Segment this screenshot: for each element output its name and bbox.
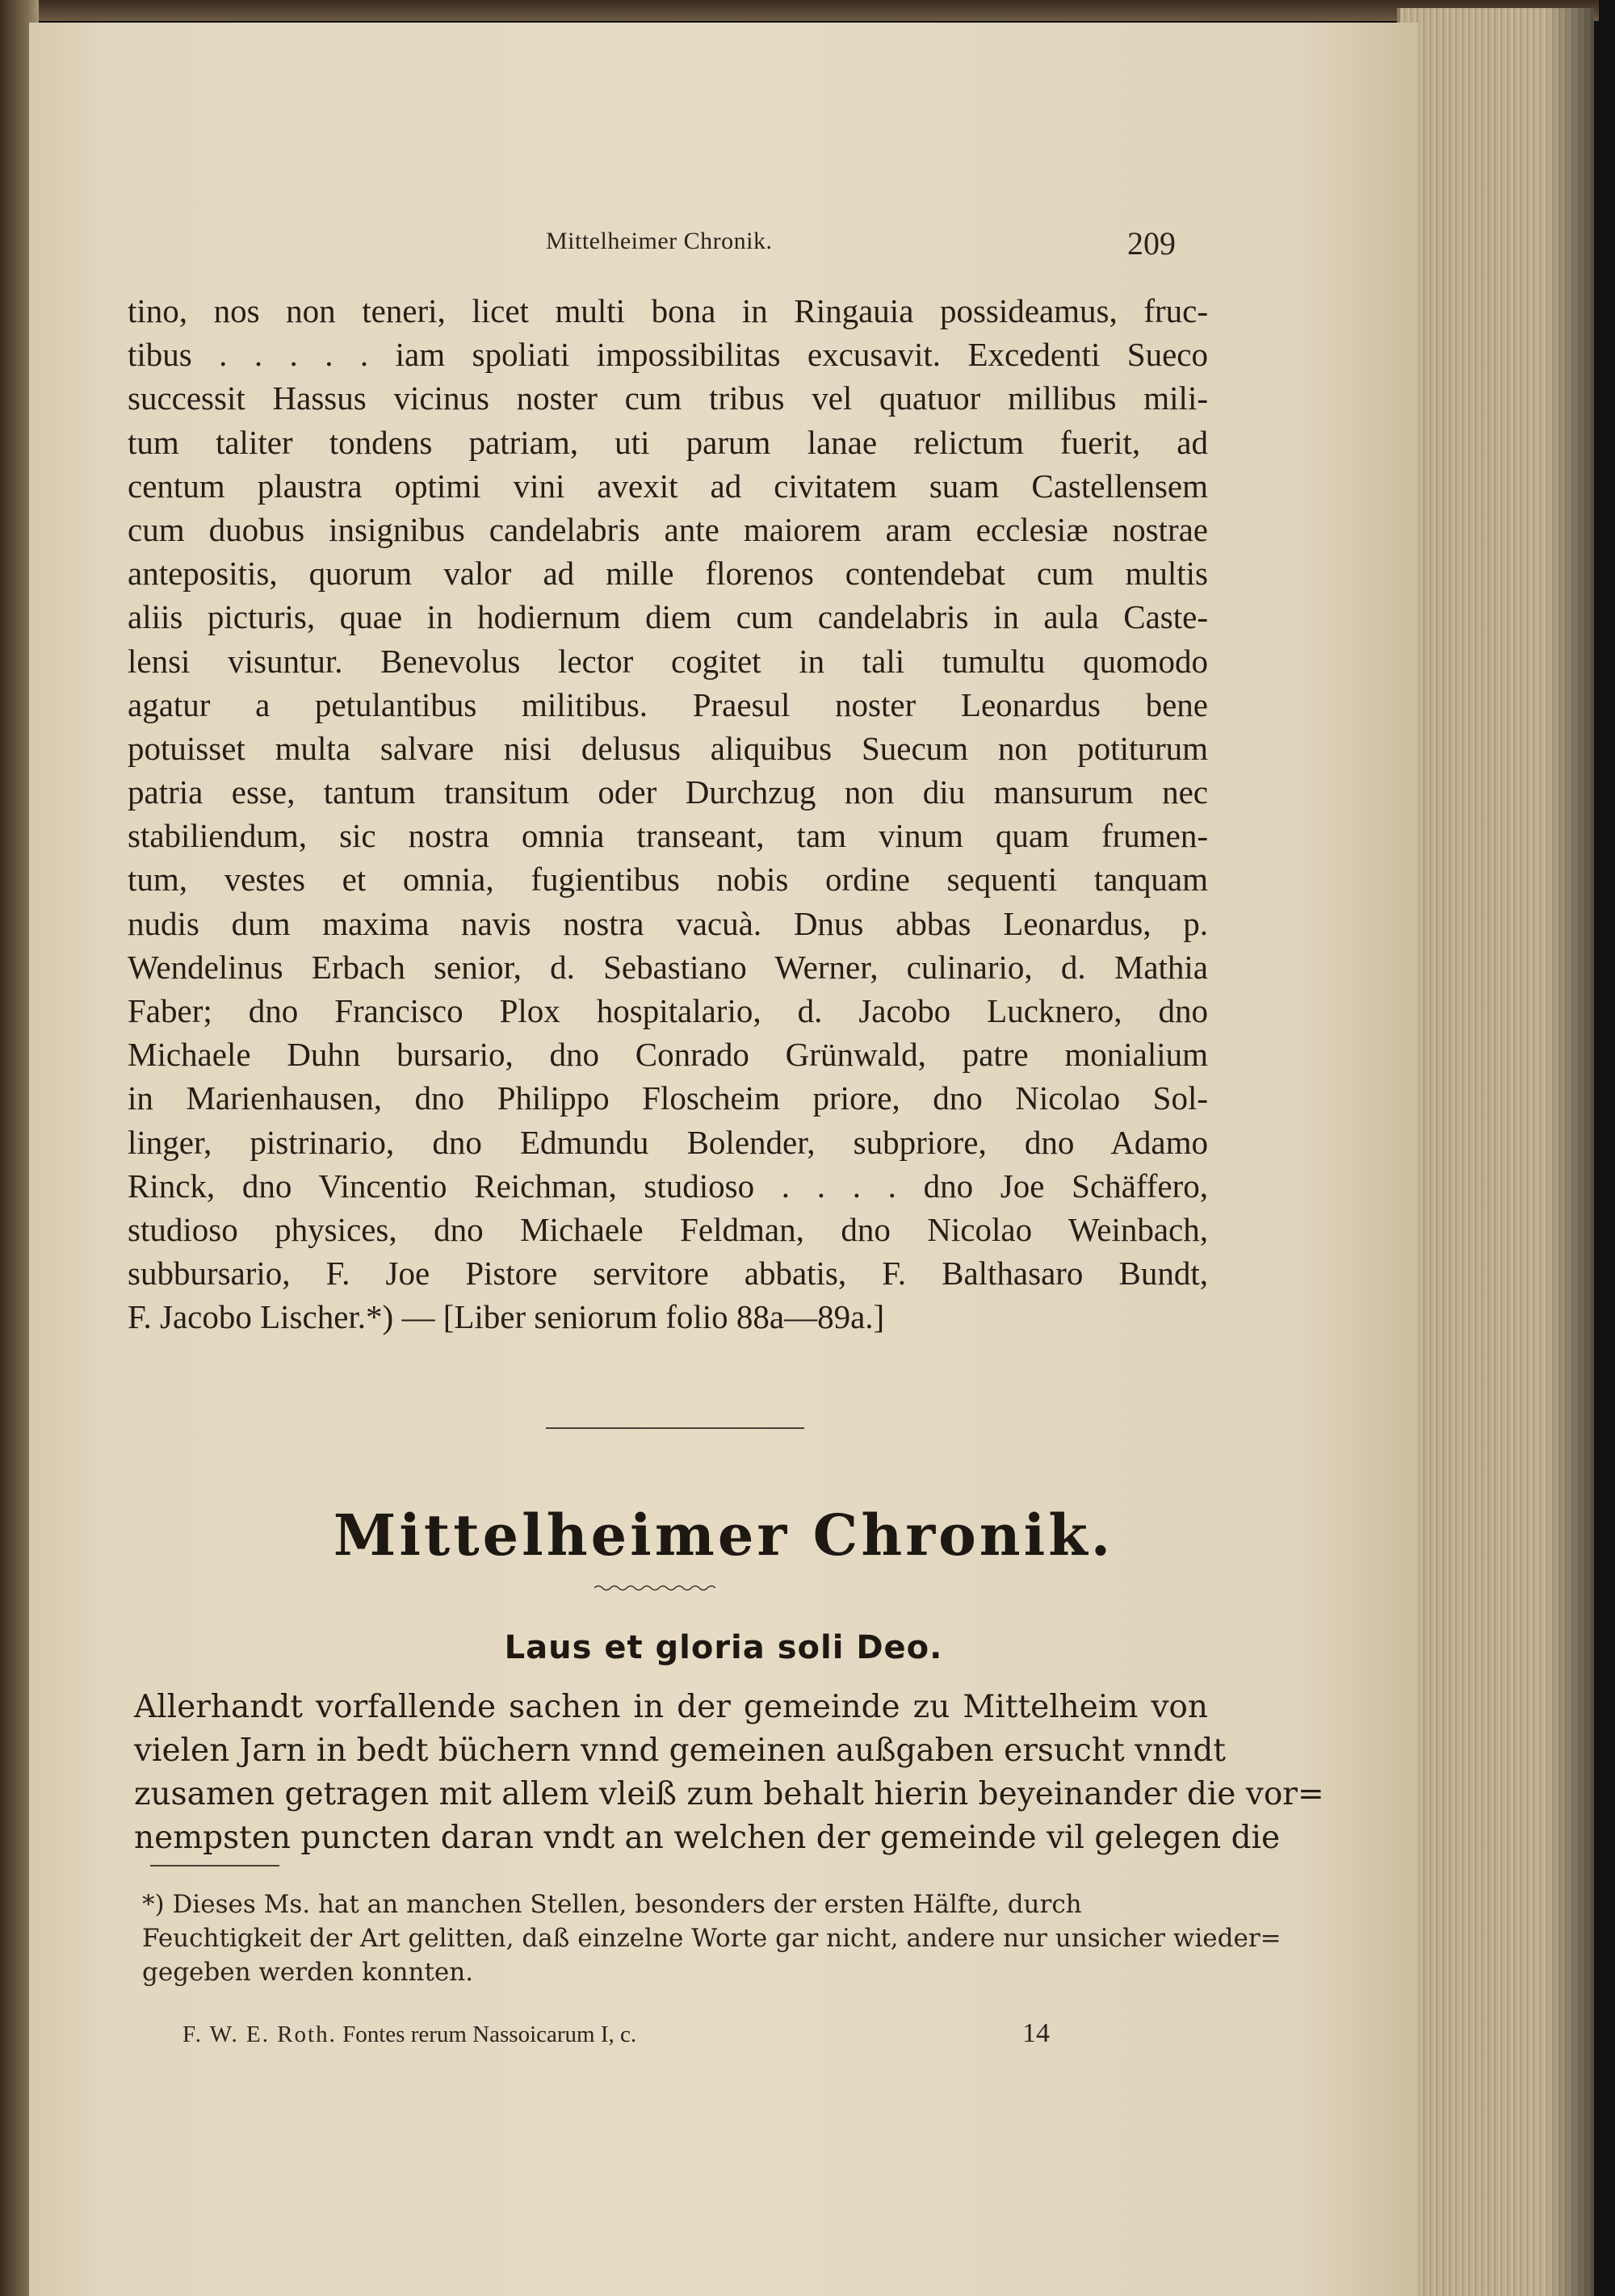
book-page: [29, 23, 1418, 2296]
footnote-line: Feuchtigkeit der Art gelitten, daß einzelne Worte gar nicht, andere nur unsicher wieder=: [142, 1924, 1282, 1953]
body-line: Michaele Duhn bursario, dno Conrado Grünwald, patre monialium: [128, 1036, 1208, 1074]
body-line: Wendelinus Erbach senior, d. Sebastiano Werner, culinario, d. Mathia: [128, 948, 1208, 986]
page-header: [29, 224, 1418, 265]
body-line: Rinck, dno Vincentio Reichman, studioso . . . . dno Joe Schäffero,: [128, 1167, 1208, 1205]
fraktur-line: vielen Jarn in bedt büchern vnnd gemeinen außgaben ersucht vnndt: [134, 1732, 1226, 1769]
sheet-number: 14: [1022, 2018, 1050, 2048]
body-line: in Marienhausen, dno Philippo Floscheim priore, dno Nicolao Sol-: [128, 1079, 1208, 1117]
body-line: tibus . . . . . iam spoliati impossibilitas excusavit. Excedenti Sueco: [128, 336, 1208, 374]
section-title: Mittelheimer Chronik.: [333, 1502, 1114, 1569]
body-line: subbursario, F. Joe Pistore servitore abbatis, F. Balthasaro Bundt,: [128, 1255, 1208, 1293]
body-line: Faber; dno Francisco Plox hospitalario, d. Jacobo Lucknero, dno: [128, 992, 1208, 1029]
body-line: lensi visuntur. Benevolus lector cogitet in tali tumultu quomodo: [128, 642, 1208, 680]
book-cover-edge: [0, 0, 1599, 21]
german-body-text: [134, 1686, 1324, 1860]
fraktur-line: Allerhandt vorfallende sachen in der gemeinde zu Mittelheim von: [134, 1689, 1208, 1725]
footnote-line: *) Dieses Ms. hat an manchen Stellen, besonders der ersten Hälfte, durch: [142, 1890, 1082, 1919]
body-line: studioso physices, dno Michaele Feldman, dno Nicolao Weinbach,: [128, 1210, 1208, 1248]
body-line: tum taliter tondens patriam, uti parum lanae relictum fuerit, ad: [128, 423, 1208, 461]
body-line: cum duobus insignibus candelabris ante maiorem aram ecclesiæ nostrae: [128, 510, 1208, 548]
fraktur-line: zusamen getragen mit allem vleiß zum behalt hierin beyeinander die vor=: [134, 1776, 1324, 1812]
body-line: successit Hassus vicinus noster cum tribus vel quatuor millibus mili-: [128, 379, 1208, 417]
body-line: nudis dum maxima navis nostra vacuà. Dnus abbas Leonardus, p.: [128, 904, 1208, 942]
body-line: linger, pistrinario, dno Edmundu Bolender, subpriore, dno Adamo: [128, 1123, 1208, 1161]
body-line: F. Jacobo Lischer.*) — [Liber seniorum folio 88a—89a.]: [128, 1298, 885, 1336]
body-line: tino, nos non teneri, licet multi bona in Ringauia possideamus, fruc-: [128, 292, 1208, 329]
footnote: [142, 1887, 1282, 1989]
body-line: potuisset multa salvare nisi delusus aliquibus Suecum non potiturum: [128, 729, 1208, 767]
printer-signature: [182, 2018, 1071, 2048]
page-number: 209: [1127, 225, 1176, 262]
body-line: patria esse, tantum transitum oder Durchzug non diu mansurum nec: [128, 773, 1208, 811]
page-stack: [1397, 8, 1594, 2296]
body-line: tum, vestes et omnia, fugientibus nobis ordine sequenti tanquam: [128, 861, 1208, 899]
latin-body-text: [128, 289, 1208, 1339]
footnote-rule: [150, 1865, 279, 1867]
footnote-line: gegeben werden konnten.: [142, 1958, 474, 1987]
body-line: aliis picturis, quae in hodiernum diem cum candelabris in aula Caste-: [128, 598, 1208, 636]
signature-author: F. W. E. Roth.: [182, 2022, 337, 2047]
section-divider: [546, 1427, 804, 1429]
body-line: centum plaustra optimi vini avexit ad civitatem suam Castellensem: [128, 467, 1208, 505]
body-line: stabiliendum, sic nostra omnia transeant, tam vinum quam frumen-: [128, 817, 1208, 855]
body-line: antepositis, quorum valor ad mille florenos contendebat cum multis: [128, 555, 1208, 593]
running-title: Mittelheimer Chronik.: [546, 228, 773, 254]
wavy-ornament: [594, 1584, 715, 1592]
signature-work: Fontes rerum Nassoicarum I, c.: [342, 2022, 637, 2047]
fraktur-line: nempsten puncten daran vndt an welchen der gemeinde vil gelegen die: [134, 1820, 1281, 1856]
body-line: agatur a petulantibus militibus. Praesul noster Leonardus bene: [128, 685, 1208, 723]
section-subtitle: Laus et gloria soli Deo.: [504, 1629, 943, 1666]
